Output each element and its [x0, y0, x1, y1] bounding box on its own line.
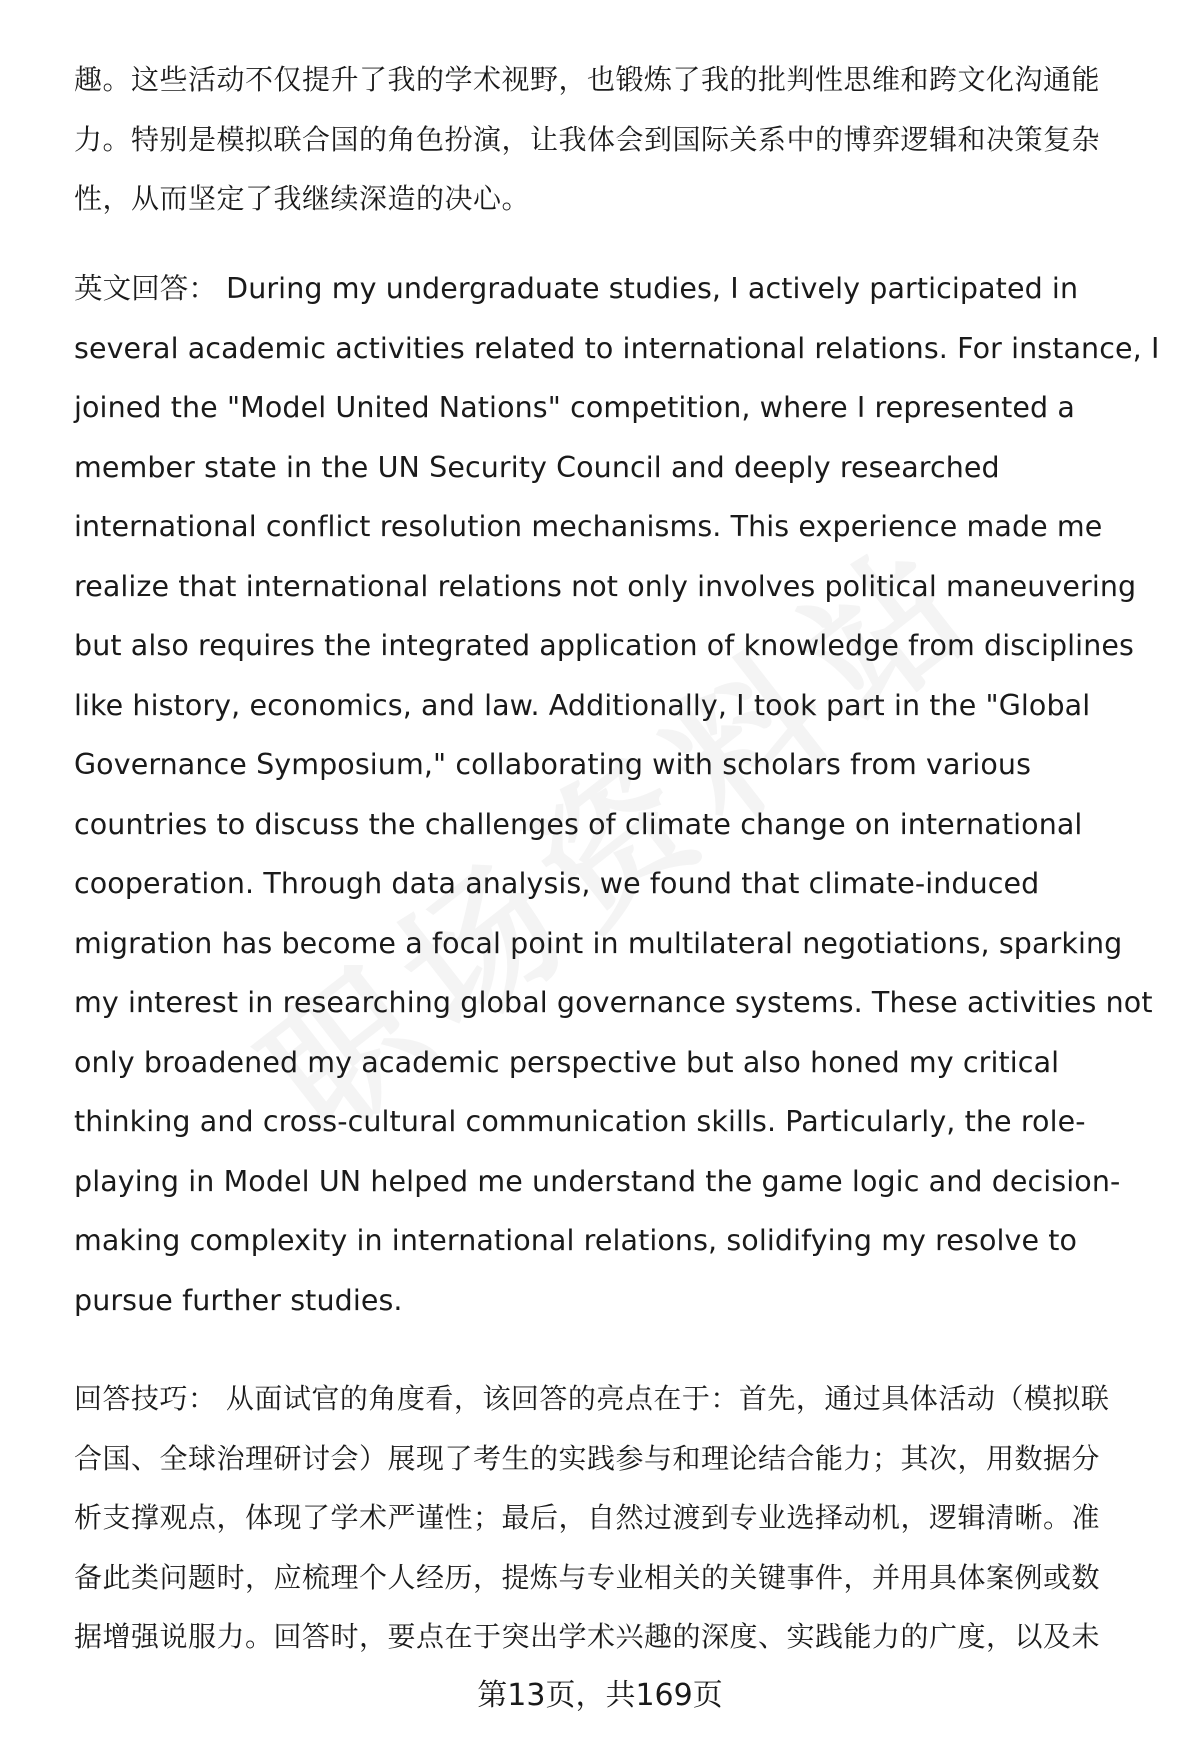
continued-chinese-paragraph [74, 50, 1154, 229]
paragraph-line: 合国、全球治理研讨会）展现了考生的实践参与和理论结合能力；其次，用数据分 [74, 1441, 1101, 1475]
paragraph-line: playing in Model UN helped me understand the game logic and decision- [74, 1164, 1121, 1198]
paragraph-line: member state in the UN Security Council and deeply researched [74, 450, 1000, 484]
paragraph-line: 英文回答： During my undergraduate studies, I actively participated in [74, 272, 1079, 305]
paragraph-line: but also requires the integrated application of knowledge from disciplines [74, 629, 1134, 662]
paragraph-line: countries to discuss the challenges of climate change on international [74, 807, 1083, 841]
paragraph-line: realize that international relations not only involves political maneuvering [74, 569, 1137, 603]
paragraph-line: pursue further studies. [74, 1283, 403, 1317]
paragraph-line: migration has become a focal point in multilateral negotiations, sparking [74, 926, 1123, 960]
paragraph-line: 趣。这些活动不仅提升了我的学术视野，也锻炼了我的批判性思维和跨文化沟通能 [74, 63, 1101, 96]
paragraph-line: 性，从而坚定了我继续深造的决心。 [74, 182, 531, 215]
paragraph-line: 据增强说服力。回答时，要点在于突出学术兴趣的深度、实践能力的广度，以及未 [74, 1620, 1101, 1653]
paragraph-line: only broadened my academic perspective but also honed my critical [74, 1045, 1060, 1079]
paragraph-line: international conflict resolution mechanisms. This experience made me [74, 510, 1103, 543]
paragraph-line: like history, economics, and law. Additionally, I took part in the "Global [74, 688, 1091, 722]
paragraph-line: making complexity in international relations, solidifying my resolve to [74, 1224, 1078, 1257]
paragraph-line: 回答技巧： 从面试官的角度看，该回答的亮点在于：首先，通过具体活动（模拟联 [74, 1382, 1110, 1415]
paragraph-line: Governance Symposium," collaborating with scholars from various [74, 748, 1032, 781]
paragraph-line: cooperation. Through data analysis, we found that climate-induced [74, 867, 1040, 900]
paragraph-line: 备此类问题时，应梳理个人经历，提炼与专业相关的关键事件，并用具体案例或数 [74, 1560, 1101, 1594]
answer-tips-paragraph [74, 1369, 1154, 1667]
paragraph-line: several academic activities related to international relations. For instance, I [74, 331, 1160, 365]
paragraph-line: thinking and cross-cultural communication skills. Particularly, the role- [74, 1105, 1086, 1138]
paragraph-line: joined the "Model United Nations" competition, where I represented a [74, 391, 1075, 424]
paragraph-line: 力。特别是模拟联合国的角色扮演，让我体会到国际关系中的博弈逻辑和决策复杂 [74, 122, 1101, 156]
page-number-footer: 第13页，共169页 [477, 1678, 723, 1713]
english-answer-paragraph [74, 259, 1160, 1330]
paragraph-line: 析支撑观点，体现了学术严谨性；最后，自然过渡到专业选择动机，逻辑清晰。准 [74, 1501, 1101, 1534]
paragraph-line: my interest in researching global governance systems. These activities not [74, 986, 1153, 1019]
